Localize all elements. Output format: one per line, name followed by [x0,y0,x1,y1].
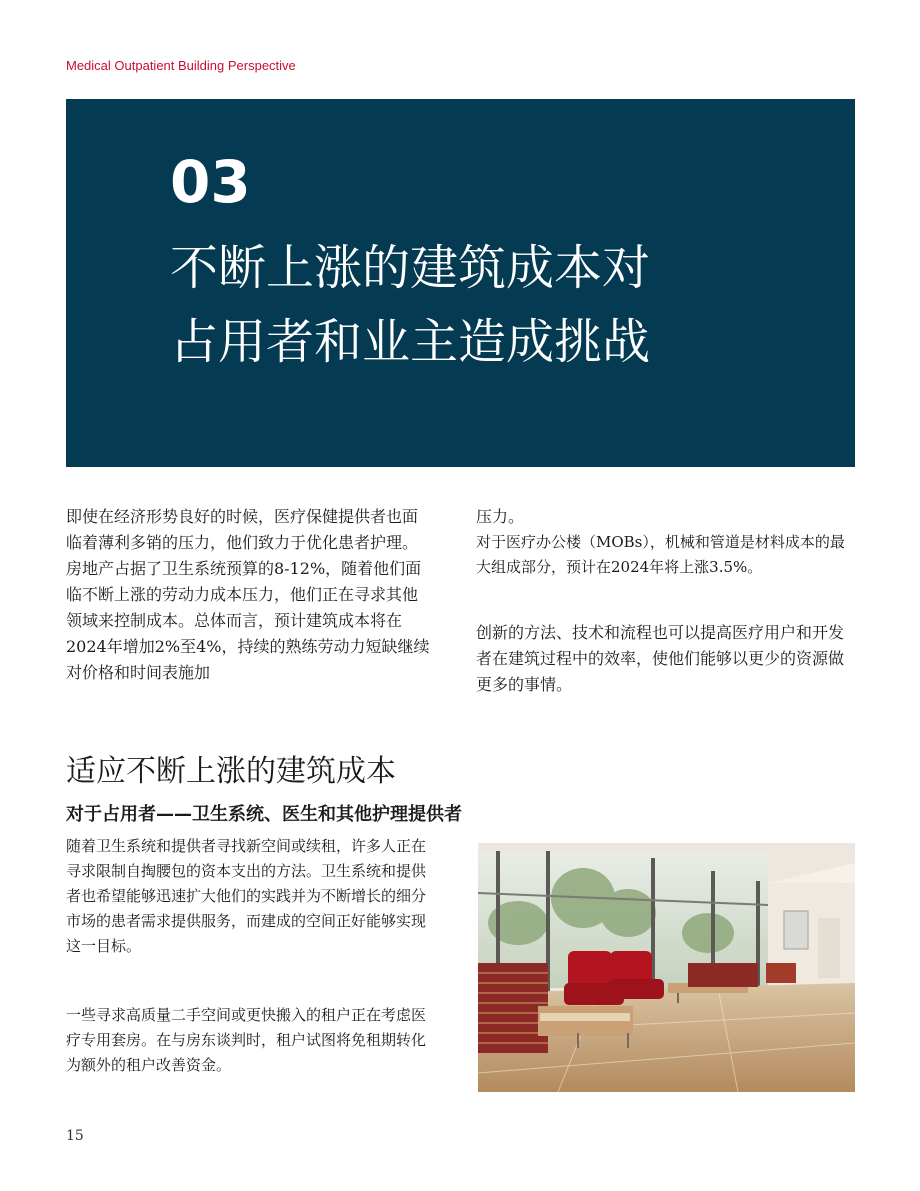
chapter-title-line-1: 不断上涨的建筑成本对 [170,240,651,296]
running-head: Medical Outpatient Building Perspective [66,58,296,73]
intro-right-column [476,504,846,698]
intro-left-column [66,504,430,686]
waiting-area-photo [478,843,855,1092]
section-subheading: 对于占用者——卫生系统、医生和其他护理提供者 [66,804,462,825]
chapter-number: 03 [170,148,251,216]
section-body-column [66,834,432,1078]
innovation-paragraph: 创新的方法、技术和流程也可以提高医疗用户和开发者在建筑过程中的效率，使他们能够以更少的资源做更多的事情。 [476,623,845,694]
occupier-paragraph-2: 一些寻求高质量二手空间或更快搬入的租户正在考虑医疗专用套房。在与房东谈判时，租户试图将免租期转化为额外的租户改善资金。 [66,1006,427,1074]
chapter-title-line-2: 占用者和业主造成挑战 [170,314,651,370]
section-heading: 适应不断上涨的建筑成本 [66,754,396,789]
intro-paragraph: 即使在经济形势良好的时候，医疗保健提供者也面临着薄利多销的压力，他们致力于优化患者护理。房地产占据了卫生系统预算的8-12%，随着他们面临不断上涨的劳动力成本压力，他们正在寻求其他领域来控制成本。总体而言，预计建筑成本将在2024年增加2%至4%，持续的熟练劳动力短缺继续对价格和时间表施加 [66,507,430,682]
intro-continuation: 压力。 [476,507,525,526]
page-number: 15 [66,1128,84,1144]
chapter-hero-banner [66,99,855,467]
waiting-area-illustration [478,843,855,1092]
chapter-title [170,231,770,379]
mobs-paragraph: 对于医疗办公楼（MOBs），机械和管道是材料成本的最大组成部分，预计在2024年将上涨3.5%。 [476,533,845,576]
occupier-paragraph-1: 随着卫生系统和提供者寻找新空间或续租，许多人正在寻求限制自掏腰包的资本支出的方法。卫生系统和提供者也希望能够迅速扩大他们的实践并为不断增长的细分市场的患者需求提供服务，而建成的空间正好能够实现这一目标。 [66,837,427,955]
